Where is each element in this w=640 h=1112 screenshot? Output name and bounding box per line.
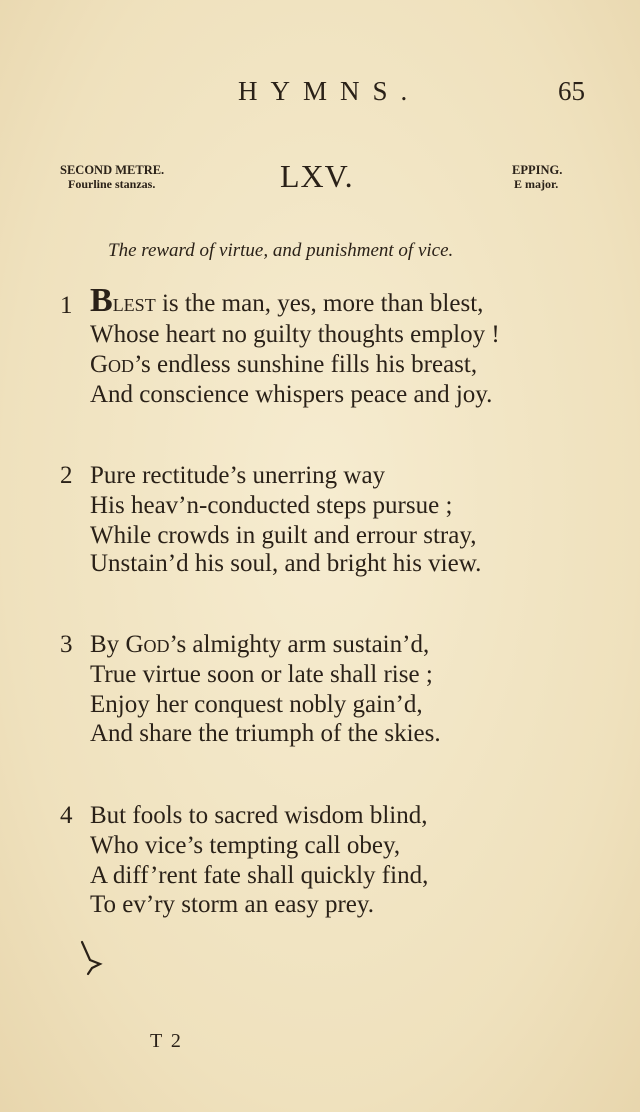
verse-line-text: ’s endless sunshine fills his breast,: [134, 351, 478, 378]
verse-line: [90, 351, 477, 379]
verse-line: [90, 282, 484, 319]
stanza-form: Fourline stanzas.: [68, 177, 156, 191]
verse-line: Whose heart no guilty thoughts employ !: [90, 321, 500, 348]
divine-name: God: [90, 351, 135, 378]
verse-line: A diff’rent fate shall quickly find,: [90, 862, 429, 889]
pen-mark-icon: [78, 938, 108, 978]
verse-line: True virtue soon or late shall rise ;: [90, 661, 433, 688]
verse-line-text: ’s almighty arm sustain’d,: [169, 631, 430, 658]
verse-line: To ev’ry storm an easy prey.: [90, 891, 375, 918]
hymn-subtitle: The reward of virtue, and punishment of vice.: [108, 240, 454, 261]
tune-info: [512, 163, 562, 191]
verse-line: Pure rectitude’s unerring way: [90, 462, 386, 489]
metre-info: [60, 163, 164, 191]
stanza-number: 4: [60, 802, 73, 829]
stanza-number: 2: [60, 462, 73, 489]
printer-signature: T 2: [150, 1030, 183, 1052]
tune-key: E major.: [514, 177, 559, 191]
divine-name: God: [125, 631, 170, 658]
metre-line: SECOND METRE.: [60, 163, 165, 177]
first-word-rest: lest: [112, 290, 156, 317]
verse-line: Who vice’s tempting call obey,: [90, 832, 401, 859]
tune-name: EPPING.: [512, 163, 563, 177]
verse-line: And share the triumph of the skies.: [90, 720, 441, 747]
page-number: 65: [558, 76, 585, 106]
drop-cap: B: [90, 282, 113, 319]
verse-line: [90, 631, 429, 659]
stanza-number: 1: [60, 292, 73, 319]
verse-line-text: is the man, yes, more than blest,: [155, 290, 484, 317]
verse-line: But fools to sacred wisdom blind,: [90, 802, 428, 829]
verse-line: Enjoy her conquest nobly gain’d,: [90, 691, 423, 718]
verse-line: While crowds in guilt and errour stray,: [90, 522, 477, 549]
verse-line-text: By: [90, 631, 126, 658]
verse-line: His heav’n-conducted steps pursue ;: [90, 492, 453, 519]
verse-line: And conscience whispers peace and joy.: [90, 381, 493, 408]
stanza-number: 3: [60, 631, 73, 658]
hymn-number: LXV.: [280, 158, 354, 194]
verse-line: Unstain’d his soul, and bright his view.: [90, 550, 482, 577]
running-title: HYMNS.: [238, 76, 421, 106]
